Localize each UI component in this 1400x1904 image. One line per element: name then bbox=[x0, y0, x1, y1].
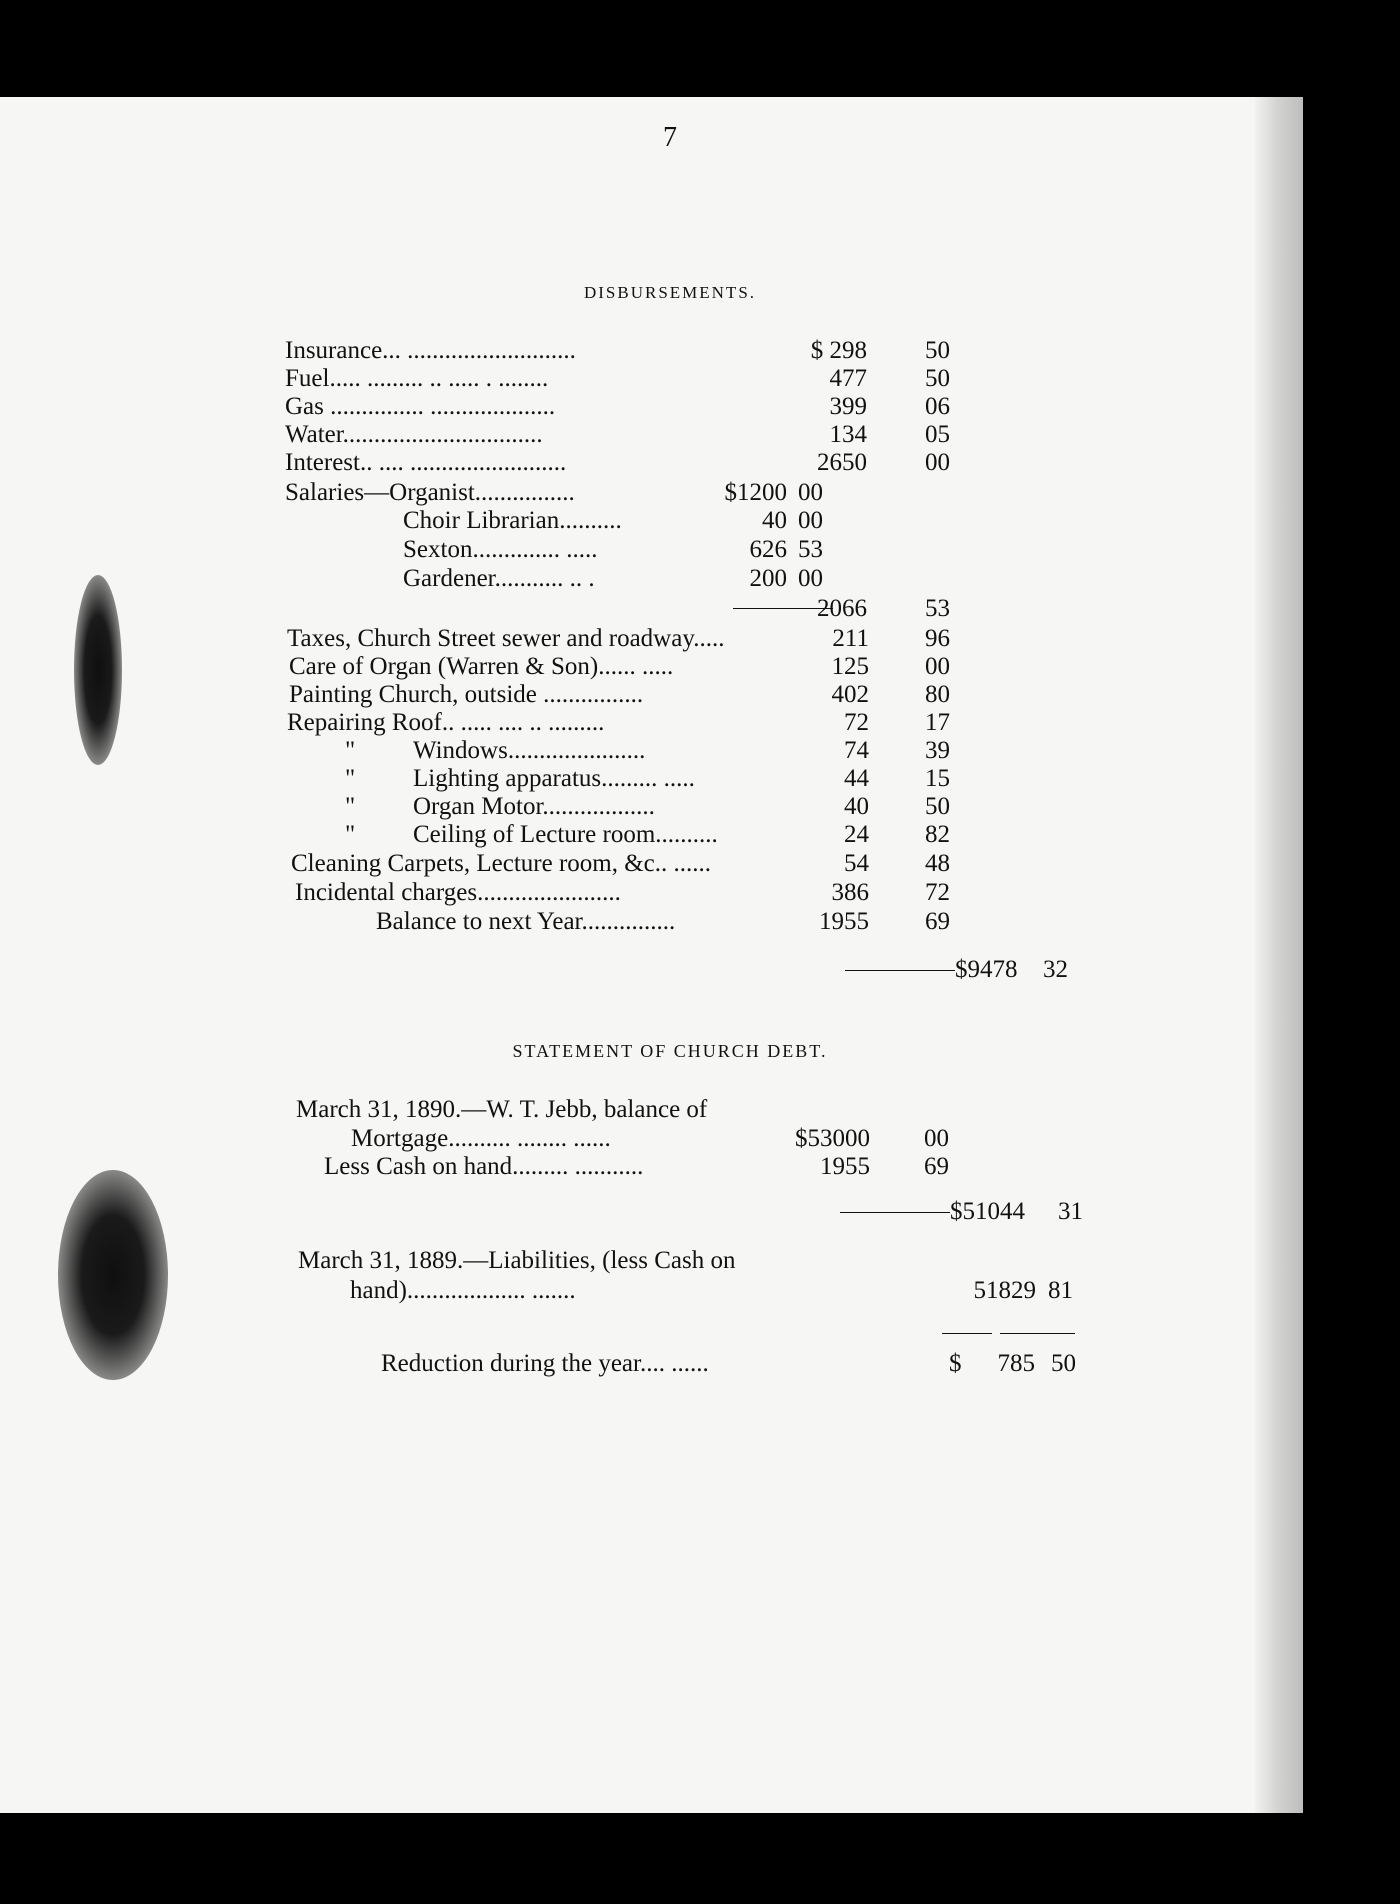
row-cents: 72 bbox=[925, 879, 950, 906]
grand-total-cents: 32 bbox=[1043, 956, 1068, 983]
row-amount: 134 bbox=[829, 421, 867, 448]
ditto-mark: " bbox=[345, 793, 356, 820]
row-amount: 477 bbox=[829, 365, 867, 392]
ledger-row-repairing-roof bbox=[287, 708, 955, 738]
ink-blot-upper bbox=[74, 575, 122, 765]
row-label: Organ Motor.................. bbox=[413, 793, 655, 820]
debt-less-cash-row bbox=[324, 1152, 956, 1182]
row-cents: 05 bbox=[925, 421, 950, 448]
row-label: Lighting apparatus......... ..... bbox=[413, 765, 695, 792]
row-label: Care of Organ (Warren & Son)...... ..... bbox=[289, 653, 674, 680]
net-total-amount: $51044 bbox=[950, 1198, 1025, 1225]
row-label: Ceiling of Lecture room.......... bbox=[413, 821, 718, 848]
ledger-row-insurance bbox=[285, 336, 955, 366]
ledger-row-lighting bbox=[345, 764, 955, 794]
ditto-mark: " bbox=[345, 737, 356, 764]
salary-cents: 53 bbox=[798, 536, 823, 563]
reduction-amount: 785 bbox=[997, 1350, 1035, 1377]
salaries-total-cents: 53 bbox=[925, 595, 950, 622]
less-cash-cents: 69 bbox=[924, 1153, 949, 1180]
row-cents: 50 bbox=[925, 337, 950, 364]
salaries-total-amount: 2066 bbox=[817, 595, 867, 622]
ledger-row-taxes bbox=[287, 624, 955, 654]
salaries-row-organist bbox=[285, 478, 845, 508]
row-cents: 15 bbox=[925, 765, 950, 792]
debt-entry-text: March 31, 1889.—Liabilities, (less Cash on bbox=[298, 1247, 736, 1274]
salary-cents: 00 bbox=[798, 507, 823, 534]
reduction-label: Reduction during the year.... ...... bbox=[381, 1350, 709, 1377]
ledger-row-painting bbox=[289, 680, 955, 710]
salary-amount: 626 bbox=[749, 536, 787, 563]
row-amount: 399 bbox=[829, 393, 867, 420]
row-amount: 24 bbox=[844, 821, 869, 848]
ledger-row-ceiling bbox=[345, 820, 955, 850]
salary-cents: 00 bbox=[798, 565, 823, 592]
salary-amount: 200 bbox=[749, 565, 787, 592]
row-label: Balance to next Year............... bbox=[376, 908, 676, 935]
salary-name: Gardener........... .. . bbox=[403, 565, 595, 592]
row-label: Cleaning Carpets, Lecture room, &c.. ...... bbox=[291, 850, 712, 877]
row-label: Gas ............... .................... bbox=[285, 393, 556, 420]
grand-total-rule bbox=[845, 970, 955, 971]
mortgage-amount: $53000 bbox=[795, 1125, 870, 1152]
less-cash-amount: 1955 bbox=[820, 1153, 870, 1180]
row-amount: 72 bbox=[844, 709, 869, 736]
row-cents: 17 bbox=[925, 709, 950, 736]
debt-entry-text: March 31, 1890.—W. T. Jebb, balance of bbox=[296, 1096, 708, 1123]
ditto-mark: " bbox=[345, 765, 356, 792]
row-cents: 82 bbox=[925, 821, 950, 848]
liabilities-cents: 81 bbox=[1048, 1277, 1073, 1304]
page-edge-shadow bbox=[1255, 97, 1303, 1813]
ledger-row-incidental bbox=[295, 878, 955, 908]
salaries-total-row bbox=[285, 594, 955, 624]
row-cents: 48 bbox=[925, 850, 950, 877]
reduction-cents: 50 bbox=[1051, 1350, 1076, 1377]
row-amount: 402 bbox=[831, 681, 869, 708]
row-label: Water................................ bbox=[285, 421, 543, 448]
row-cents: 50 bbox=[925, 365, 950, 392]
row-amount: $ 298 bbox=[810, 337, 867, 364]
row-cents: 50 bbox=[925, 793, 950, 820]
row-cents: 39 bbox=[925, 737, 950, 764]
row-amount: 125 bbox=[831, 653, 869, 680]
row-label: Fuel..... ......... .. ..... . ........ bbox=[285, 365, 549, 392]
row-cents: 69 bbox=[925, 908, 950, 935]
row-cents: 06 bbox=[925, 393, 950, 420]
ledger-row-windows bbox=[345, 736, 955, 766]
reduction-rule-left bbox=[942, 1333, 992, 1334]
salaries-row-gardener bbox=[403, 564, 845, 594]
salary-amount: $1200 bbox=[724, 479, 787, 506]
mortgage-cents: 00 bbox=[924, 1125, 949, 1152]
row-cents: 96 bbox=[925, 625, 950, 652]
ledger-row-gas bbox=[285, 392, 955, 422]
debt-mortgage-row bbox=[351, 1124, 956, 1154]
salary-name: Sexton.............. ..... bbox=[403, 536, 598, 563]
mortgage-label: Mortgage.......... ........ ...... bbox=[351, 1125, 611, 1152]
debt-liabilities-row bbox=[350, 1276, 1080, 1306]
ledger-row-cleaning bbox=[291, 849, 955, 879]
row-amount: 386 bbox=[831, 879, 869, 906]
row-amount: 74 bbox=[844, 737, 869, 764]
row-cents: 00 bbox=[925, 449, 950, 476]
row-amount: 54 bbox=[844, 850, 869, 877]
row-amount: 211 bbox=[832, 625, 869, 652]
salaries-label: Salaries—Organist................ bbox=[285, 479, 575, 506]
reduction-dollar-sign: $ bbox=[949, 1350, 962, 1377]
debt-entry-1889 bbox=[298, 1246, 858, 1276]
row-label: Incidental charges....................... bbox=[295, 879, 621, 906]
salary-amount: 40 bbox=[762, 507, 787, 534]
row-label: Repairing Roof.. ..... .... .. ......... bbox=[287, 709, 605, 736]
ledger-row-balance bbox=[376, 907, 955, 937]
debt-entry-1890 bbox=[296, 1095, 856, 1125]
net-total-cents: 31 bbox=[1058, 1198, 1083, 1225]
row-amount: 1955 bbox=[819, 908, 869, 935]
reduction-rule-right bbox=[1000, 1333, 1075, 1334]
salary-cents: 00 bbox=[798, 479, 823, 506]
ledger-row-organ-motor bbox=[345, 792, 955, 822]
debt-reduction-row bbox=[381, 1349, 1081, 1379]
ledger-row-interest bbox=[285, 448, 955, 478]
grand-total-amount: $9478 bbox=[955, 956, 1018, 983]
ledger-row-organ-care bbox=[289, 652, 955, 682]
ledger-row-water bbox=[285, 420, 955, 450]
page-number: 7 bbox=[663, 122, 677, 153]
grand-total-row bbox=[955, 955, 1075, 985]
row-cents: 00 bbox=[925, 653, 950, 680]
less-cash-label: Less Cash on hand......... ........... bbox=[324, 1153, 644, 1180]
debt-net-total-row bbox=[950, 1197, 1083, 1227]
row-amount: 40 bbox=[844, 793, 869, 820]
liabilities-label: hand)................... ....... bbox=[350, 1277, 576, 1304]
ditto-mark: " bbox=[345, 821, 356, 848]
salaries-row-sexton bbox=[403, 535, 845, 565]
ledger-row-fuel bbox=[285, 364, 955, 394]
row-label: Painting Church, outside ................ bbox=[289, 681, 644, 708]
row-label: Taxes, Church Street sewer and roadway..... bbox=[287, 625, 725, 652]
row-amount: 2650 bbox=[817, 449, 867, 476]
debt-heading: STATEMENT OF CHURCH DEBT. bbox=[512, 1041, 828, 1061]
net-total-rule bbox=[840, 1212, 950, 1213]
row-amount: 44 bbox=[844, 765, 869, 792]
liabilities-amount: 51829 bbox=[973, 1277, 1036, 1304]
row-label: Interest.. .... ......................... bbox=[285, 449, 567, 476]
row-label: Windows...................... bbox=[413, 737, 646, 764]
ink-blot-lower bbox=[58, 1170, 168, 1380]
salaries-row-librarian bbox=[403, 506, 845, 536]
row-label: Insurance... ........................... bbox=[285, 337, 576, 364]
row-cents: 80 bbox=[925, 681, 950, 708]
disbursements-heading: DISBURSEMENTS. bbox=[583, 283, 757, 302]
salary-name: Choir Librarian.......... bbox=[403, 507, 622, 534]
